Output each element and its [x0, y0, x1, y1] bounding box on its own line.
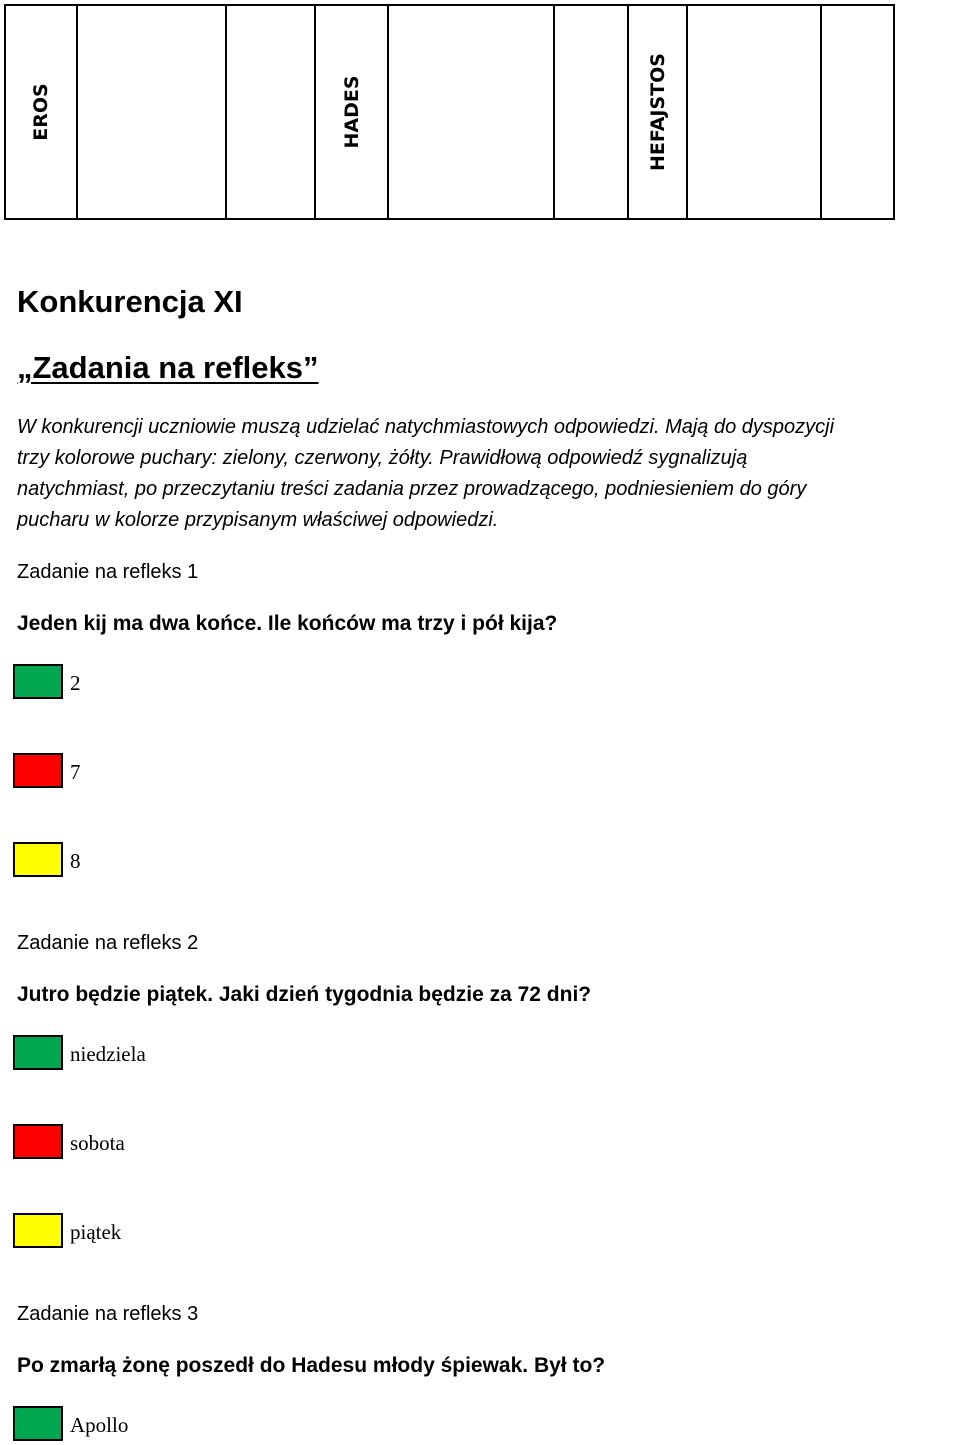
intro-line: natychmiast, po przeczytaniu treści zadania przez prowadzącego, podniesieniem do góry: [17, 478, 807, 500]
answer-option: [13, 664, 81, 699]
table-column-empty: [389, 6, 555, 218]
answer-option: [13, 1406, 128, 1441]
intro-line: W konkurencji uczniowie muszą udzielać natychmiastowych odpowiedzi. Mają do dyspozycji: [17, 416, 835, 438]
answer-text: 8: [70, 849, 81, 873]
answer-option: [13, 1124, 125, 1159]
task-question: Jutro będzie piątek. Jaki dzień tygodnia będzie za 72 dni?: [17, 983, 592, 1006]
green-cup-swatch: [13, 664, 63, 699]
task-question: Jeden kij ma dwa końce. Ile końców ma trzy i pół kija?: [17, 612, 558, 635]
answer-option: [13, 842, 81, 877]
answer-text: sobota: [70, 1131, 125, 1155]
team-column-hades: [316, 6, 389, 218]
green-cup-swatch: [13, 1406, 63, 1441]
task-question: Po zmarłą żonę poszedł do Hadesu młody śpiewak. Był to?: [17, 1354, 606, 1377]
red-cup-swatch: [13, 1124, 63, 1159]
task-label: Zadanie na refleks 3: [17, 1303, 199, 1325]
task-label: Zadanie na refleks 2: [17, 932, 199, 954]
answer-text: niedziela: [70, 1042, 146, 1066]
yellow-cup-swatch: [13, 1213, 63, 1248]
answer-text: piątek: [70, 1220, 122, 1244]
table-column-empty: [555, 6, 629, 218]
answer-option: [13, 753, 81, 788]
team-label-hefajstos: HEFAJSTOS: [646, 53, 669, 171]
answer-text: Apollo: [70, 1413, 129, 1437]
intro-line: pucharu w kolorze przypisanym właściwej odpowiedzi.: [17, 509, 499, 531]
page-title: Konkurencja XI: [17, 284, 243, 319]
team-table: [4, 4, 895, 220]
table-column-empty: [227, 6, 316, 218]
yellow-cup-swatch: [13, 842, 63, 877]
task-label: Zadanie na refleks 1: [17, 561, 199, 583]
table-column-empty: [822, 6, 893, 218]
red-cup-swatch: [13, 753, 63, 788]
page-subtitle: „Zadania na refleks”: [17, 350, 319, 385]
intro-paragraph: [17, 412, 960, 536]
team-column-eros: [6, 6, 78, 218]
intro-line: trzy kolorowe puchary: zielony, czerwony, żółty. Prawidłową odpowiedź sygnalizują: [17, 447, 748, 469]
answer-option: [13, 1213, 121, 1248]
green-cup-swatch: [13, 1035, 63, 1070]
team-label-eros: EROS: [30, 83, 52, 141]
table-column-empty: [688, 6, 822, 218]
answer-text: 2: [70, 671, 81, 695]
answer-text: 7: [70, 760, 81, 784]
answer-option: [13, 1035, 146, 1070]
team-label-hades: HADES: [340, 75, 363, 149]
table-column-empty: [78, 6, 227, 218]
team-column-hefajstos: [629, 6, 688, 218]
